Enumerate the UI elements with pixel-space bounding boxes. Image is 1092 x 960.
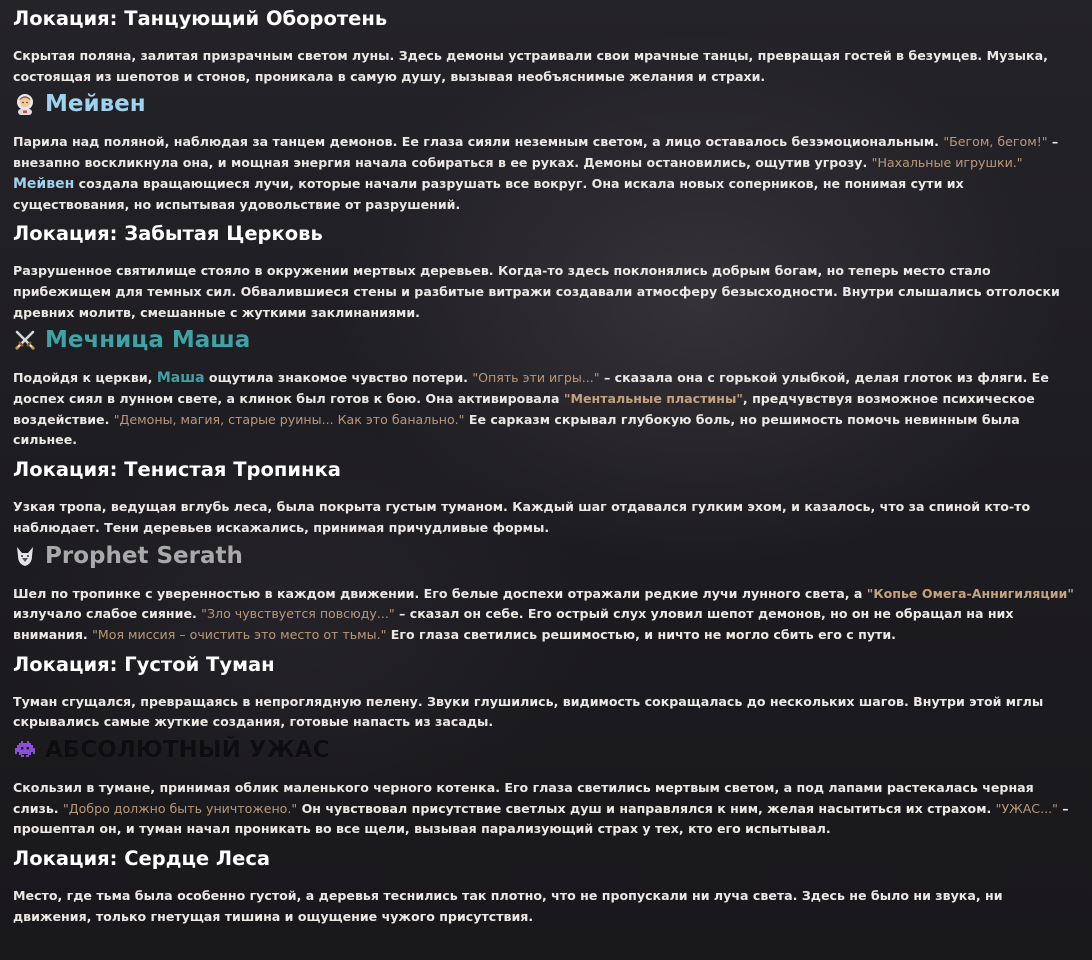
wolf-icon [13, 544, 37, 568]
character-name-serath: Prophet Serath [45, 542, 243, 569]
character-narrative-absolute-horror: Скользил в тумане, принимая облик маленького черного котенка. Его глаза светились мертвым светом, а под лапами растекалась черная слизь. "Добро должно быть уничтожено." Он чувствовал присутствие светлых душ и направлялся к ним, желая насытиться их страхом. "УЖАС..." – прошептал он, и туман начал проникать во все щели, вызывая парализующий страх у тех, кто его испытывал. [13, 780, 1069, 837]
location-title-shady-path: Локация: Тенистая Тропинка [13, 458, 341, 482]
character-name-absolute-horror: АБСОЛЮТНЫЙ УЖАС [45, 737, 330, 764]
quote: "Добро должно быть уничтожено." [62, 800, 298, 816]
character-narrative-serath: Шел по тропинке с уверенностью в каждом движении. Его белые доспехи отражали редкие лучи лунного света, а "Копье Омега-Аннигиляции" излучало слабое сияние. "Зло чувствуется повсюду..." – сказал он себе. Его острый слух уловил шепот демонов, но он не обращал на них внимания. "Моя миссия – очистить это место от тьмы." Его глаза светились решимостью, и ничто не могло сбить его с пути. [13, 585, 1074, 642]
quote: "Нахальные игрушки." [871, 155, 1023, 171]
location-title-thick-fog: Локация: Густой Туман [13, 652, 275, 676]
quote: "Бегом, бегом!" [943, 134, 1048, 150]
space-invader-icon [13, 738, 37, 762]
character-header-mayven [13, 89, 1079, 119]
character-narrative-mayven: Парила над поляной, наблюдая за танцем демонов. Ее глаза сияли неземным светом, а лицо оставалось безэмоциональным. "Бегом, бегом!" – внезапно воскликнула она, и мощная энергия начала собираться в ее руках. Демоны остановились, ощутив угрозу. "Нахальные игрушки." Мейвен создала вращающиеся лучи, которые начали разрушать все вокруг. Она искала новых соперников, не понимая сути их существования, но испытывая удовольствие от разрушений. [13, 134, 1059, 212]
location-description-shady-path: Узкая тропа, ведущая вглубь леса, была покрыта густым туманом. Каждый шаг отдавался гулким эхом, и казалось, что за спиной кто-то наблюдает. Тени деревьев искажались, принимая причудливые формы. [13, 499, 1031, 535]
character-narrative-masha: Подойдя к церкви, Маша ощутила знакомое чувство потери. "Опять эти игры..." – сказала она с горькой улыбкой, делая глоток из фляги. Ее доспех сиял в лунном свете, а клинок был готов к бою. Она активировала "Ментальные пластины", предчувствуя возможное психическое воздействие. "Демоны, магия, старые руины... Как это банально." Ее сарказм скрывал глубокую боль, но решимость помочь невинным была сильнее. [13, 370, 1049, 448]
location-description-heart-of-forest: Место, где тьма была особенно густой, а деревья теснились так плотно, что не пропускали ни луча света. Здесь не было ни звука, ни движения, только гнетущая тишина и ощущение чужого присутствия. [13, 888, 1003, 924]
character-mention-masha: Маша [156, 370, 205, 387]
character-header-serath [13, 541, 1079, 571]
location-description-forgotten-church: Разрушенное святилище стояло в окружении мертвых деревьев. Когда-то здесь поклонялись добрым богам, но теперь место стало прибежищем для темных сил. Обвалившиеся стены и разбитые витражи создавали атмосферу безысходности. Внутри слышались отголоски древних молитв, смешанные с жуткими заклинаниями. [13, 263, 1060, 320]
location-description-thick-fog: Туман сгущался, превращаясь в непроглядную пелену. Звуки глушились, видимость сокращалась до нескольких шагов. Внутри этой мглы скрывались самые жуткие создания, готовые напасть из засады. [13, 693, 1044, 730]
quote: "Демоны, магия, старые руины... Как это банально." [113, 411, 465, 427]
location-title-forgotten-church: Локация: Забытая Церковь [13, 222, 323, 246]
character-mention-mayven: Мейвен [13, 175, 75, 192]
character-name-masha: Мечница Маша [45, 327, 251, 354]
location-title-heart-of-forest: Локация: Сердце Леса [13, 847, 271, 871]
story-log [0, 5, 1092, 960]
item-name: "Ментальные пластины" [563, 391, 743, 407]
character-name-mayven: Мейвен [45, 91, 146, 118]
quote: "Зло чувствуется повсюду..." [201, 606, 395, 622]
quote: "Опять эти игры..." [472, 370, 600, 386]
quote: "Моя миссия – очистить это место от тьмы." [92, 626, 387, 642]
astronaut-icon [13, 92, 37, 116]
location-title-dancing-werewolf: Локация: Танцующий Оборотень [13, 7, 388, 30]
crossed-swords-icon [13, 328, 37, 352]
character-header-masha [13, 325, 1079, 355]
item-name: "Копье Омега-Аннигиляции" [866, 585, 1074, 601]
location-description-dancing-werewolf: Скрытая поляна, залитая призрачным светом луны. Здесь демоны устраивали свои мрачные танцы, превращая гостей в безумцев. Музыка, состоящая из шепотов и стонов, проникала в самую душу, вызывая необъяснимые желания и страхи. [13, 48, 1048, 84]
character-header-absolute-horror [13, 735, 1079, 765]
quote: "УЖАС..." [995, 800, 1058, 816]
